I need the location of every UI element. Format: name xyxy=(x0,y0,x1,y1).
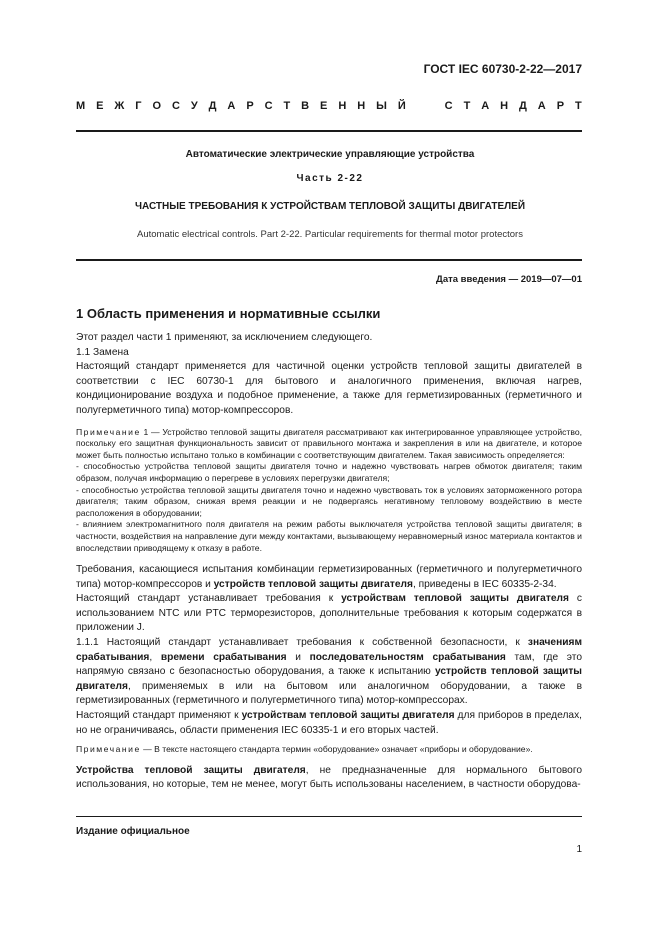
interstate-letter: Т xyxy=(463,100,471,112)
paragraph-replacement: 1.1 Замена xyxy=(76,346,129,358)
paragraph-application: Настоящий стандарт применяют к устройствам тепловой защиты двигателя для приборов в пределах, но не ограничиваясь, области применения IEC 60335-1 и его вторых частей. xyxy=(76,710,582,736)
paragraph-thermistors: Настоящий стандарт устанавливает требования к устройствам тепловой защиты двигателя с использованием NTC или PTC терморезисторов, дополнительные требования к которым содержатся в приложении J. xyxy=(76,593,582,634)
interstate-letter: Н xyxy=(500,100,509,112)
interstate-letter: Д xyxy=(208,100,217,112)
interstate-letter: Д xyxy=(519,100,527,112)
note-2-label: Примечание xyxy=(76,744,141,755)
note-1-label: Примечание xyxy=(76,426,141,437)
interstate-letter: Т xyxy=(574,100,582,112)
section-title: 1 Область применения и нормативные ссылки xyxy=(76,306,381,321)
note-1-item: - способностью устройства тепловой защиты двигателя точно и надежно чувствовать нагрев обмоток двигателя; таким образом, получая информацию о перегреве в условиях перегрузки двигателя; xyxy=(76,461,582,483)
page-number: 1 xyxy=(576,844,582,855)
interstate-letter xyxy=(431,100,434,112)
specific-title: ЧАСТНЫЕ ТРЕБОВАНИЯ К УСТРОЙСТВАМ ТЕПЛОВОЙ ЗАЩИТЫ ДВИГАТЕЛЕЙ xyxy=(134,201,526,212)
paragraph-intro: Этот раздел части 1 применяют, за исключением следующего. xyxy=(76,332,373,343)
interstate-letter: Н xyxy=(357,100,366,112)
note-2 xyxy=(76,744,582,756)
paragraph-1-1-1: 1.1.1 Настоящий стандарт устанавливает требования к собственной безопасности, к значениям срабатывания, времени срабатывания и последовательностям срабатывания там, где это напрямую связано с безопасностью оборудования, а также к испытанию устройств тепловой защиты двигателя, применяемых в или на бытовом или аналогичном оборудовании, а также в герметизированных (герметичного и полугерметичного типа) мотор-компрессорах. xyxy=(76,637,583,707)
header-rule xyxy=(76,130,582,132)
interstate-letter: М xyxy=(76,100,86,112)
interstate-letter: Ы xyxy=(376,100,387,112)
interstate-letter: Т xyxy=(283,100,291,112)
interstate-letter: Н xyxy=(338,100,347,112)
interstate-letter: С xyxy=(264,100,273,112)
note-1-text: 1 — Устройство тепловой защиты двигателя рассматривают как интегрированное управляющее устройство, поскольку его защитная функциональность зависит от правильного монтажа и закрепления в или на двигателе, и которое может быть полностью испытано только в комбинации с соответствующим двигателем. Такая зависимость определяется: xyxy=(76,426,582,460)
interstate-letter: Г xyxy=(135,100,142,112)
note-1 xyxy=(76,427,582,555)
interstate-letter: Р xyxy=(556,100,565,112)
interstate-letter: С xyxy=(444,100,453,112)
english-title: Automatic electrical controls. Part 2-22. Particular requirements for thermal motor protectors xyxy=(137,229,523,240)
interstate-letter: Е xyxy=(320,100,328,112)
standard-number: ГОСТ IEC 60730-2-22—2017 xyxy=(423,62,582,76)
paragraph-non-household: Устройства тепловой защиты двигателя, не предназначенные для нормального бытового использования, но которые, тем не менее, могут быть использованы населением, в частности оборудова- xyxy=(76,764,582,791)
interstate-letter: А xyxy=(481,100,490,112)
paragraph-compressors: Требования, касающиеся испытания комбинации герметизированных (герметичного и полугерметичного типа) мотор-компрессоров и устройств тепловой защиты двигателя, приведены в IEC 60335-2-34. xyxy=(76,564,582,590)
interstate-letter: Ж xyxy=(114,100,125,112)
paragraph-scope: Настоящий стандарт применяется для частичной оценки устройств тепловой защиты двигателей в соответствии с IEC 60730-1 для бытового и аналогичного применения, включая нагрев, кондиционирование воздуха и подобное применение, а также для герметизированных (герметичного и полугерметичного типа) мотор-компрессоров. xyxy=(76,361,582,416)
interstate-letter: А xyxy=(537,100,546,112)
interstate-letter: У xyxy=(190,100,198,112)
edition-label: Издание официальное xyxy=(76,826,190,837)
interstate-letter: Й xyxy=(397,100,406,112)
note-2-text: — В тексте настоящего стандарта термин «оборудование» означает «приборы и оборудование». xyxy=(140,744,533,755)
interstate-letter: С xyxy=(171,100,180,112)
footer-rule xyxy=(76,816,582,817)
note-1-item: - способностью устройства тепловой защиты двигателя точно и надежно чувствовать ток в условиях заторможенного ротора двигателя; таким образом, снижая время реакции и не подвергаясь негативному тепловому воздействию в месте расположения в оборудовании; xyxy=(76,484,582,518)
body-text xyxy=(76,331,582,793)
interstate-letter: Р xyxy=(246,100,254,112)
date-of-introduction: Дата введения — 2019—07—01 xyxy=(436,274,582,285)
interstate-letter xyxy=(417,100,420,112)
interstate-standard-heading xyxy=(76,100,582,112)
interstate-letter: О xyxy=(152,100,162,112)
note-1-item: - влиянием электромагнитного поля двигателя на режим работы выключателя устройства тепловой защиты двигателя; в частности, воздействия на направление дуги между контактами, вызывающему неравномерный износ материала контактов и впоследствии приводящему к отказу в работе. xyxy=(76,519,582,553)
general-title: Автоматические электрические управляющие устройства xyxy=(185,149,475,160)
part-title: Часть 2-22 xyxy=(296,173,364,184)
interstate-letter: А xyxy=(227,100,236,112)
interstate-letter: Е xyxy=(96,100,104,112)
interstate-letter: В xyxy=(301,100,310,112)
title-rule xyxy=(76,259,582,261)
